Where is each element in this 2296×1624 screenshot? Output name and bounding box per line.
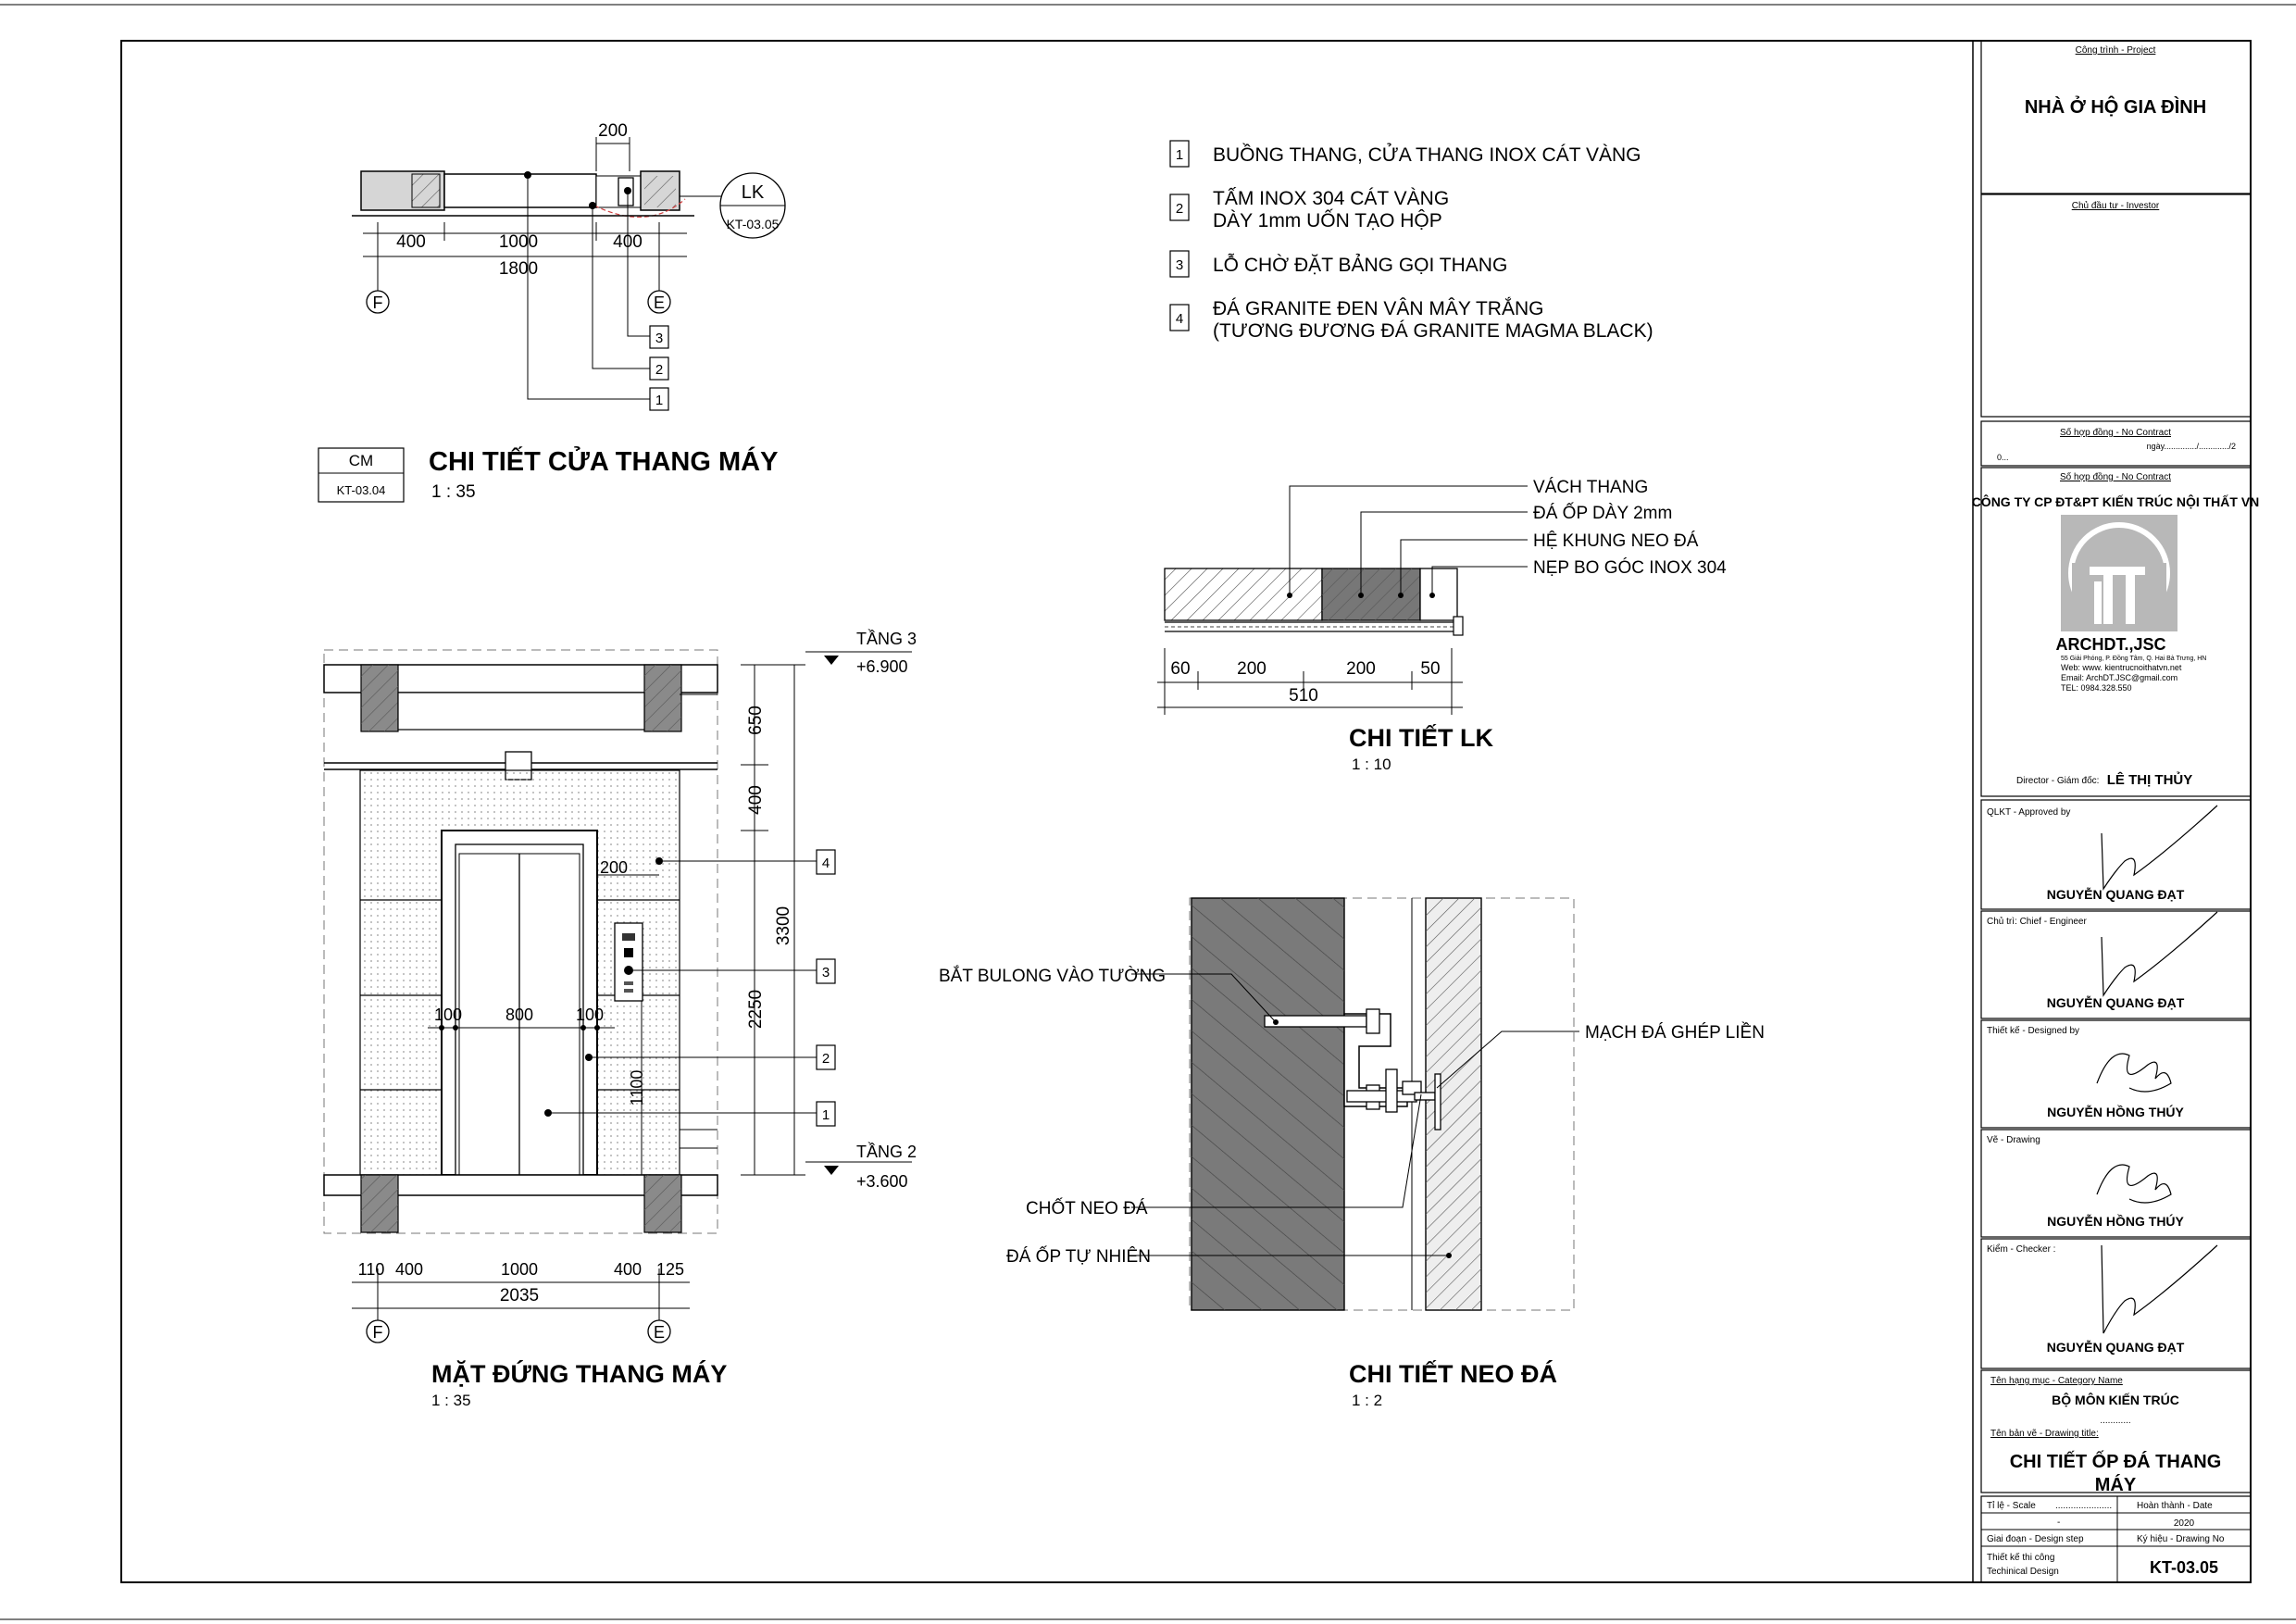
plan-title: CHI TIẾT CỬA THANG MÁY [429,447,779,477]
plan-dim-200: 200 [598,121,628,141]
tb-category: BỘ MÔN KIẾN TRÚC [2052,1393,2179,1407]
tb-approved-label: QLKT - Approved by [1987,807,2071,818]
elev-dim-100a: 100 [433,1006,463,1024]
legend-text-2b: DÀY 1mm UỐN TẠO HỘP [1213,210,1442,231]
neo-label-da: ĐÁ ỐP TỰ NHIÊN [1006,1247,1151,1267]
elevation-detail [324,629,917,1409]
plan-tag-1: 1 [655,393,664,408]
plan-tag-2: 2 [655,362,664,378]
legend-text-4b: (TƯƠNG ĐƯƠNG ĐÁ GRANITE MAGMA BLACK) [1213,320,1653,342]
plan-callout-ref: KT-03.05 [726,217,780,231]
plan-grid-f: F [372,294,383,312]
tb-step-label: Giai đoạn - Design step [1987,1534,2084,1544]
elev-dim-3300: 3300 [774,906,793,946]
tb-date: 2020 [2173,1518,2195,1529]
tb-tel: TEL: 0984.328.550 [2061,683,2132,693]
elev-dim-650: 650 [746,706,766,735]
elev-tag-1: 1 [821,1107,830,1123]
plan-dim-1000: 1000 [498,232,539,252]
tb-title-label: Tên bản vẽ - Drawing title: [1990,1429,2099,1439]
signature-designed [2097,1054,2171,1092]
plan-dim-400a: 400 [396,232,426,252]
tb-investor-label: Chủ đầu tư - Investor [2071,201,2160,211]
elev-tag-4: 4 [821,856,830,871]
tb-designed-label: Thiết kế - Designed by [1987,1026,2080,1036]
tb-step1: Thiết kế thi công [1987,1553,2055,1563]
legend-num-1: 1 [1175,147,1184,163]
tb-title-2: MÁY [2094,1475,2137,1495]
tb-dwgno: KT-03.05 [2149,1558,2219,1577]
tb-contract-label: Số hợp đồng - No Contract [2060,428,2171,438]
tb-chief: NGUYỄN QUANG ĐẠT [2046,995,2185,1010]
tb-director: LÊ THỊ THỦY [2106,772,2193,788]
plan-code: CM [348,452,374,469]
elev-level-top-value: +6.900 [856,657,908,676]
tb-project: NHÀ Ở HỘ GIA ĐÌNH [2024,97,2207,118]
legend-num-4: 4 [1175,311,1184,327]
plan-callout-lk: LK [741,182,765,203]
neo-detail [939,898,1765,1409]
tb-scale-dots: ...................... [2055,1501,2113,1511]
tb-checker: NGUYỄN QUANG ĐẠT [2046,1340,2185,1355]
tb-approved: NGUYỄN QUANG ĐẠT [2046,887,2185,902]
elev-dim-b400b: 400 [613,1260,643,1279]
signature-drawing [2097,1165,2171,1203]
lk-label-4: NẸP BO GÓC INOX 304 [1533,558,1727,578]
elev-tag-3: 3 [821,965,830,981]
plan-dim-400b: 400 [613,232,643,252]
legend-text-4a: ĐÁ GRANITE ĐEN VÂN MÂY TRẮNG [1213,298,1544,319]
elev-dim-2035: 2035 [499,1286,540,1305]
legend-text-1: BUỒNG THANG, CỬA THANG INOX CÁT VÀNG [1213,144,1641,166]
tb-contract-label2: Số hợp đồng - No Contract [2060,472,2171,482]
elev-tag-2: 2 [821,1051,830,1067]
lk-label-3: HỆ KHUNG NEO ĐÁ [1533,531,1699,551]
tb-designed: NGUYỄN HỒNG THÚY [2047,1105,2184,1119]
tb-step2: Techinical Design [1987,1567,2059,1577]
lk-title: CHI TIẾT LK [1349,724,1493,752]
tb-director-label: Director - Giám đốc: [2016,776,2100,786]
tb-contract-no: 0... [1997,453,2009,462]
legend [1170,141,1653,342]
lk-dim-510: 510 [1289,686,1318,706]
neo-scale: 1 : 2 [1352,1392,1383,1409]
legend-text-3: LỖ CHỜ ĐẶT BẢNG GỌI THANG [1213,255,1508,276]
lk-label-2: ĐÁ ỐP DÀY 2mm [1533,504,1673,523]
company-logo [2061,515,2177,631]
elev-dim-b400a: 400 [394,1260,424,1279]
tb-logo-name: ARCHDT.,JSC [2055,635,2166,654]
tb-contract-date: ngày............../............./2 [2146,442,2236,451]
elev-dim-400: 400 [746,785,766,815]
plan-grid-e: E [653,294,666,312]
elev-level-top-name: TẦNG 3 [856,630,917,648]
tb-drawing: NGUYỄN HỒNG THÚY [2047,1214,2184,1229]
tb-scale-label: Tỉ lệ - Scale [1987,1501,2036,1511]
elev-dim-800: 800 [505,1006,534,1024]
plan-code-ref: KT-03.04 [336,483,386,497]
lk-dim-60: 60 [1170,659,1191,679]
signature-approved [2102,806,2217,889]
neo-label-chot: CHỐT NEO ĐÁ [1026,1199,1148,1218]
elev-dim-2250: 2250 [746,989,766,1030]
tb-email: Email: ArchDT.JSC@gmail.com [2061,673,2178,682]
legend-num-3: 3 [1175,257,1184,273]
lk-dim-200b: 200 [1346,659,1376,679]
tb-project-label: Công trình - Project [2075,45,2156,56]
legend-text-2a: TẤM INOX 304 CÁT VÀNG [1213,188,1450,209]
elev-dim-1100: 1100 [628,1069,646,1106]
neo-title: CHI TIẾT NEO ĐÁ [1349,1360,1558,1388]
elev-scale: 1 : 35 [431,1392,471,1409]
elev-dim-100b: 100 [575,1006,605,1024]
tb-web: Web: www. kientrucnoithatvn.net [2061,663,2182,672]
signature-chief [2102,912,2217,995]
lk-dim-50: 50 [1420,659,1441,679]
elev-level-bot-value: +3.600 [856,1172,908,1191]
plan-scale: 1 : 35 [431,482,476,502]
neo-label-mach: MẠCH ĐÁ GHÉP LIỀN [1585,1023,1765,1043]
lk-label-1: VÁCH THANG [1533,478,1649,497]
elev-dim-125: 125 [655,1260,685,1279]
tb-scale-dash: - [2057,1518,2061,1528]
elev-grid-e: E [653,1323,666,1342]
elev-level-bot-name: TẦNG 2 [856,1143,917,1161]
tb-chief-label: Chủ trì: Chief - Engineer [1987,917,2087,927]
tb-dwgno-label: Ký hiệu - Drawing No [2137,1534,2225,1544]
tb-date-label: Hoàn thành - Date [2137,1501,2213,1511]
elev-dim-b1000: 1000 [500,1260,539,1279]
signature-checker [2102,1245,2217,1333]
plan-tag-3: 3 [655,331,664,346]
tb-addr: 55 Giải Phóng, P. Đồng Tâm, Q. Hai Bà Trưng, HN [2061,656,2207,662]
legend-num-2: 2 [1175,201,1184,217]
elev-dim-110: 110 [357,1260,385,1279]
elev-dim-frame: 200 [599,858,629,877]
neo-label-bulong: BẮT BULONG VÀO TƯỜNG [939,967,1167,986]
tb-title-1: CHI TIẾT ỐP ĐÁ THANG [2009,1452,2222,1472]
lk-detail [1157,478,1727,773]
lk-scale: 1 : 10 [1352,756,1391,773]
elev-grid-f: F [372,1323,383,1342]
elev-title: MẶT ĐỨNG THANG MÁY [431,1360,728,1388]
tb-drawing-label: Vẽ - Drawing [1987,1135,2040,1145]
title-block [1972,41,2260,1582]
lk-dim-200a: 200 [1237,659,1267,679]
tb-checker-label: Kiểm - Checker : [1987,1244,2056,1255]
plan-dim-1800: 1800 [498,259,539,279]
tb-category-label: Tên hạng mục - Category Name [1990,1376,2123,1386]
tb-dots: ............ [2100,1416,2131,1426]
plan-detail [318,121,785,502]
tb-company: CÔNG TY CP ĐT&PT KIẾN TRÚC NỘI THẤT VN [1971,494,2260,509]
